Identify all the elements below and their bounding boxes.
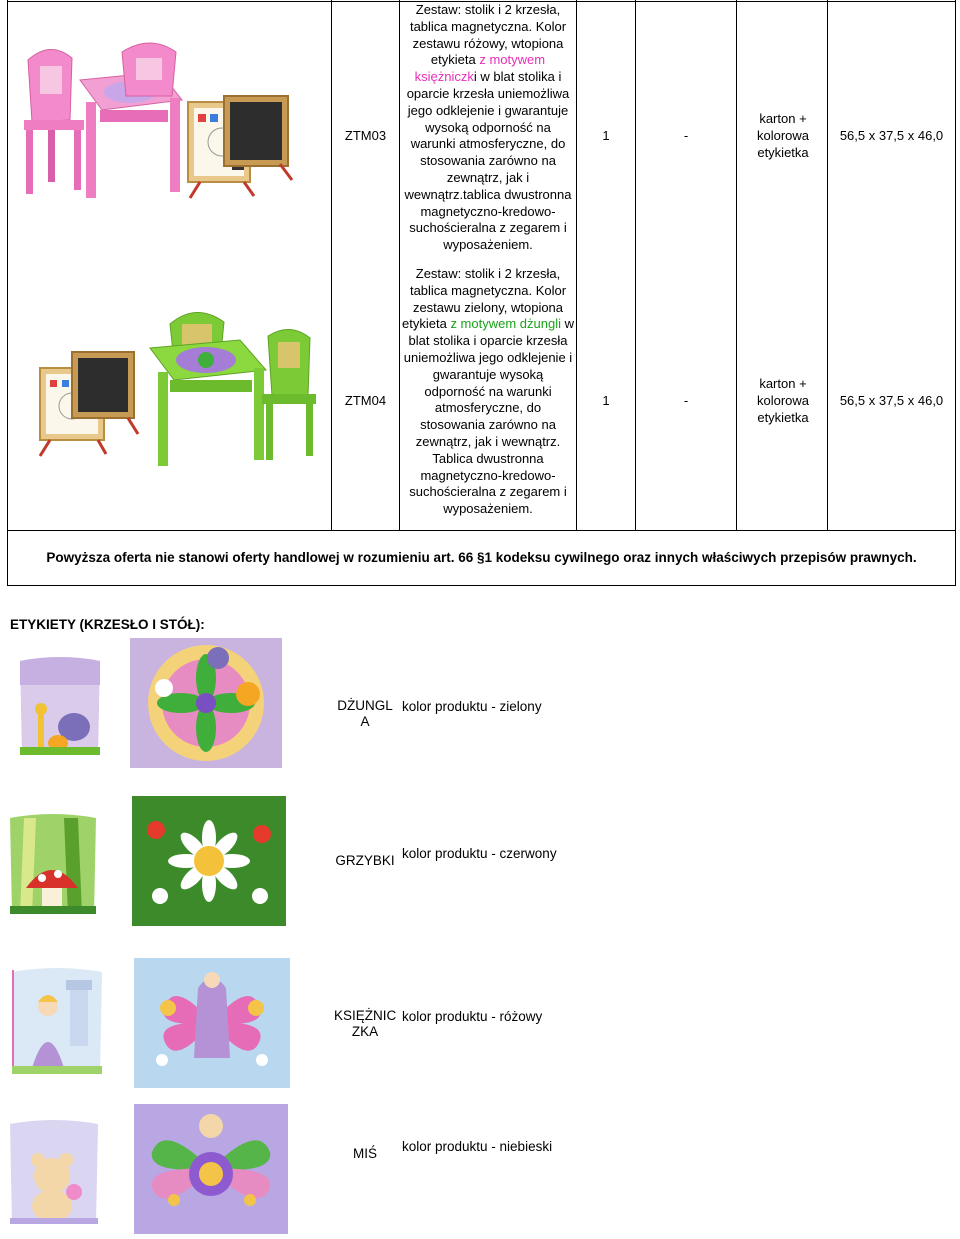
dimensions-ztm03: 56,5 x 37,5 x 46,0 [839, 128, 944, 143]
row-divider-bottom [7, 530, 956, 531]
packaging-ztm04: karton + kolorowa etykietka [756, 376, 810, 425]
product-image-ztm04 [10, 296, 328, 476]
product-description-ztm04 [401, 266, 575, 530]
label-name-jungle: DŻUNGL A [337, 698, 393, 729]
label-color-bear: kolor produktu - niebieski [402, 1139, 553, 1154]
col-divider [635, 0, 636, 531]
col-divider [827, 0, 828, 531]
col-divider [331, 0, 332, 531]
quantity-ztm04: 1 [602, 393, 610, 408]
label-name-bear: MIŚ [352, 1146, 377, 1161]
description-text: w blat stolika i oparcie krzesła uniemożliwa jego odklejenie i gwarantuje wysoką odporność na warunki atmosferyczne, do stosowania zarówno na zewnątrz, jak i wewnątrz. Tablica dwustronna magnetyczno-kredowo-suchościeralna z zegarem i wyposażeniem. [403, 316, 574, 517]
green-chair-right [262, 329, 316, 460]
table-border-bottom [7, 585, 956, 586]
packaging-ztm03: karton + kolorowa etykietka [756, 111, 810, 160]
dimensions-ztm04: 56,5 x 37,5 x 46,0 [839, 393, 944, 408]
label-color-mushrooms: kolor produktu - czerwony [402, 846, 557, 861]
label-mushroom-table-image [132, 796, 286, 926]
green-table [150, 340, 266, 466]
label-color-princess: kolor produktu - różowy [402, 1009, 543, 1024]
description-highlight: z motywem księżniczk [414, 52, 546, 85]
dash-ztm04: - [683, 393, 689, 408]
labels-heading: ETYKIETY (KRZESŁO I STÓŁ): [10, 617, 205, 632]
label-jungle-table-image [130, 638, 282, 768]
col-divider [576, 0, 577, 531]
description-text: Zestaw: stolik i 2 krzesła, tablica magnetyczna. Kolor zestawu różowy, wtopiona etykieta [409, 2, 567, 68]
quantity-ztm03: 1 [602, 128, 610, 143]
table-border-left [7, 0, 8, 586]
col-divider [399, 0, 400, 531]
label-princess-chair-image [4, 966, 110, 1080]
label-name-mushrooms: GRZYBKI [335, 853, 395, 868]
label-mushroom-chair-image [4, 812, 102, 920]
description-text: i w blat stolika i oparcie krzesła uniemożliwa jego odklejenie i gwarantuje wysoką odporność na warunki atmosferyczne, do stosowania zarówno na zewnątrz, jak i wewnątrz.tablica dwustronna magnetyczno-kredowo-suchościeralna z zegarem i wyposażeniem. [404, 69, 572, 253]
col-divider [736, 0, 737, 531]
product-description-ztm03 [401, 2, 575, 270]
label-bear-chair-image [4, 1118, 104, 1230]
description-highlight: z motywem dżungli [450, 316, 561, 332]
pink-chair-right [122, 43, 176, 96]
product-image-ztm03 [10, 30, 328, 210]
dash-ztm03: - [683, 128, 689, 143]
magnetic-board [40, 352, 138, 456]
product-code-ztm04: ZTM04 [344, 393, 387, 408]
description-text: Zestaw: stolik i 2 krzesła, tablica magnetyczna. Kolor zestawu zielony, wtopiona etykieta [402, 266, 567, 332]
label-bear-table-image [134, 1104, 288, 1234]
label-color-jungle: kolor produktu - zielony [402, 699, 542, 714]
magnetic-board [188, 96, 292, 198]
table-border-right [955, 0, 956, 586]
label-jungle-chair-image [14, 655, 106, 761]
disclaimer: Powyższa oferta nie stanowi oferty handlowej w rozumieniu art. 66 §1 kodeksu cywilnego oraz innych właściwych przepisów prawnych. [46, 550, 917, 565]
label-name-princess: KSIĘŻNIC ZKA [334, 1008, 397, 1039]
label-princess-table-image [134, 958, 290, 1088]
product-code-ztm03: ZTM03 [344, 128, 387, 143]
pink-chair-left [24, 49, 84, 194]
